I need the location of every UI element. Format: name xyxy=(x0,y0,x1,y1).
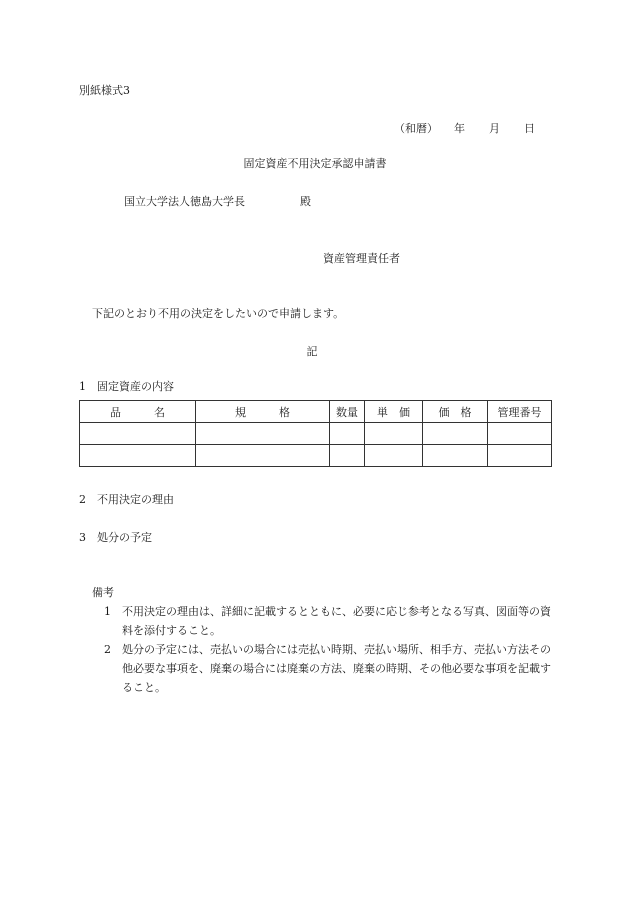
note-text: 不用決定の理由は、詳細に記載するとともに、必要に応じ参考となる写真、図面等の資料を添付すること。 xyxy=(122,605,551,637)
header-control-number: 管理番号 xyxy=(488,401,552,423)
section-2-heading xyxy=(79,491,174,507)
document-title: 固定資産不用決定承認申請書 xyxy=(243,157,387,170)
section-1-heading xyxy=(79,378,174,394)
table-cell[interactable] xyxy=(365,445,423,467)
section-label: 固定資産の内容 xyxy=(97,380,174,393)
honorific: 殿 xyxy=(300,195,311,208)
table-cell[interactable] xyxy=(196,445,330,467)
date-era: （和暦） xyxy=(394,122,438,135)
table-cell[interactable] xyxy=(423,423,488,445)
date-year: 年 xyxy=(454,122,465,135)
table-row xyxy=(80,423,552,445)
section-label: 不用決定の理由 xyxy=(97,493,174,506)
header-price: 価 格 xyxy=(423,401,488,423)
table-cell[interactable] xyxy=(488,423,552,445)
table-header-row xyxy=(80,401,552,423)
section-number: 1 xyxy=(79,380,86,393)
section-number: 3 xyxy=(79,531,86,544)
header-item-name: 品 名 xyxy=(80,401,196,423)
table-cell[interactable] xyxy=(423,445,488,467)
note-item xyxy=(104,640,554,697)
date-month: 月 xyxy=(489,122,500,135)
date-day: 日 xyxy=(524,122,535,135)
form-label: 別紙様式3 xyxy=(79,84,130,97)
applicant-title: 資産管理責任者 xyxy=(323,252,400,265)
note-item xyxy=(104,602,554,640)
table-cell[interactable] xyxy=(80,445,196,467)
table-cell[interactable] xyxy=(330,445,365,467)
table-cell[interactable] xyxy=(365,423,423,445)
ki-heading: 記 xyxy=(306,345,318,358)
addressee: 国立大学法人徳島大学長 xyxy=(124,195,245,208)
header-quantity: 数量 xyxy=(330,401,365,423)
table-cell[interactable] xyxy=(196,423,330,445)
note-number: 1 xyxy=(104,605,111,618)
table-cell[interactable] xyxy=(330,423,365,445)
request-statement: 下記のとおり不用の決定をしたいので申請します。 xyxy=(92,307,345,320)
header-spec: 規 格 xyxy=(196,401,330,423)
table-cell[interactable] xyxy=(488,445,552,467)
header-unit-price: 単 価 xyxy=(365,401,423,423)
section-3-heading xyxy=(79,529,152,545)
notes-list xyxy=(104,602,554,697)
section-label: 処分の予定 xyxy=(97,531,152,544)
note-number: 2 xyxy=(104,643,111,656)
section-number: 2 xyxy=(79,493,86,506)
note-text: 処分の予定には、売払いの場合には売払い時期、売払い場所、相手方、売払い方法その他必要な事項を、廃棄の場合には廃棄の方法、廃棄の時期、その他必要な事項を記載すること。 xyxy=(122,643,551,694)
asset-table xyxy=(79,400,552,467)
table-cell[interactable] xyxy=(80,423,196,445)
notes-title: 備考 xyxy=(92,586,114,599)
table-row xyxy=(80,445,552,467)
